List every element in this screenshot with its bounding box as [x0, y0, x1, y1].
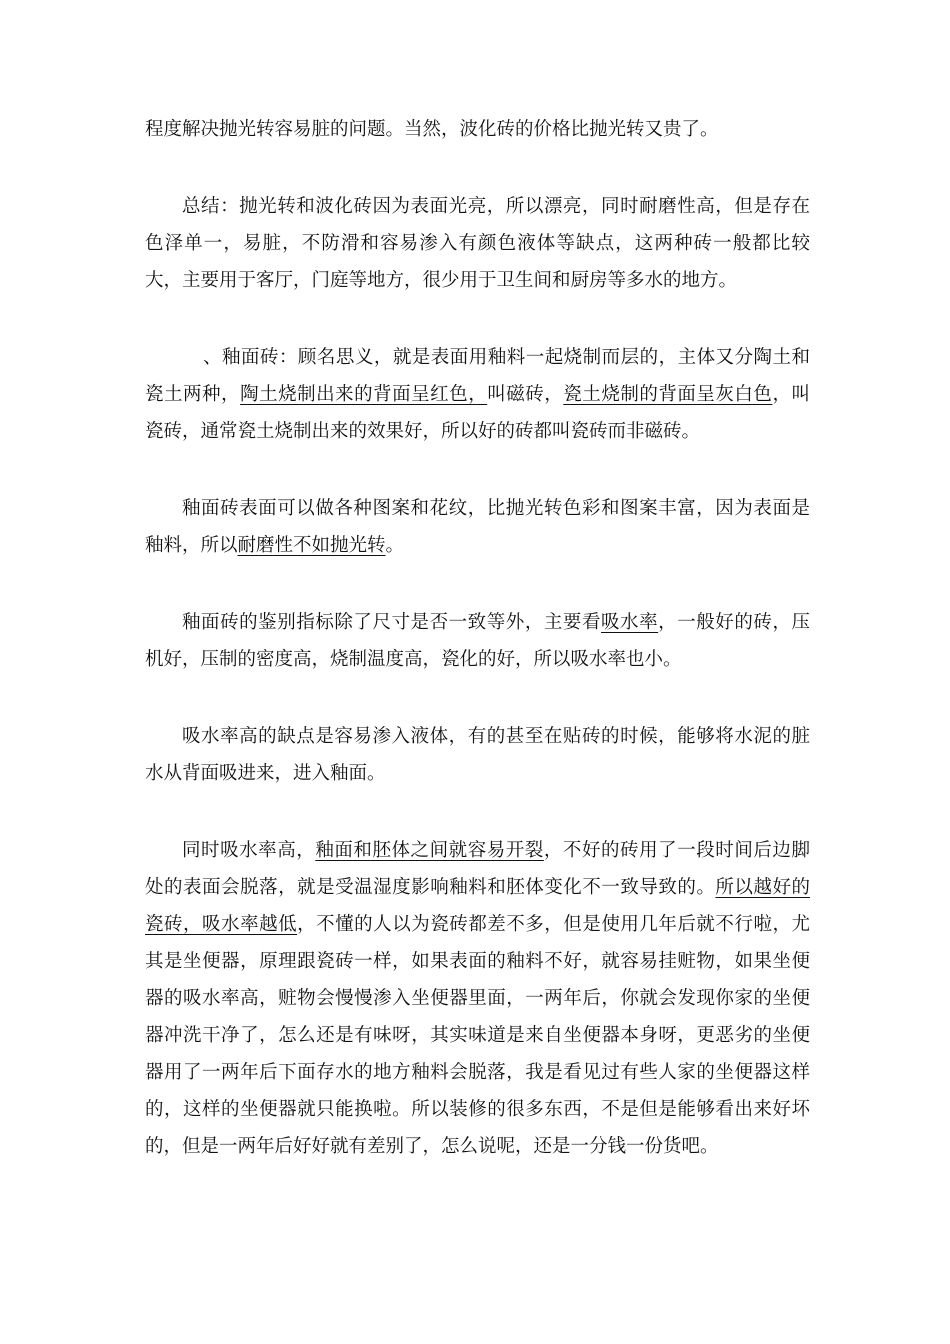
underlined-text: 陶土烧制出来的背面呈红色，	[240, 384, 488, 405]
text-segment: 釉面砖表面可以做各种图案和花纹，比抛光转色彩和图案丰富，因为表面是釉料，所以	[145, 498, 810, 556]
paragraph-gap	[145, 564, 810, 604]
underlined-text: 所以越好的瓷砖，吸水率越低	[145, 877, 810, 935]
text-segment: 。	[385, 535, 405, 556]
paragraph-glazed-tile-intro	[145, 339, 810, 450]
text-segment: 同时吸水率高，	[182, 840, 316, 861]
text-segment: 釉面砖的鉴别指标除了尺寸是否一致等外，主要看	[182, 612, 602, 633]
paragraph-glazed-surface	[145, 490, 810, 564]
text-segment: ，一般好的砖，压机好，压制的密度高，烧制温度高，瓷化的好，所以吸水率也小。	[145, 612, 810, 670]
text-segment: 程度解决抛光转容易脏的问题。当然，波化砖的价格比抛光转又贵了。	[145, 119, 719, 140]
paragraph-continuation	[145, 111, 810, 148]
paragraph-toilet-example	[145, 832, 810, 1165]
text-segment: 、釉面砖：顾名思义，就是表面用釉料一起烧制而层的，主体又分陶土和瓷土两种，	[145, 347, 810, 405]
text-segment: 总结：抛光转和波化砖因为表面光亮，所以漂亮，同时耐磨性高，但是存在色泽单一，易脏，不防滑和容易渗入有颜色液体等缺点，这两种砖一般都比较大，主要用于客厅，门庭等地方，很少用于卫生间和厨房等多水的地方。	[145, 196, 810, 291]
underlined-text: 瓷土烧制的背面呈灰白色	[563, 384, 773, 405]
text-segment: 吸水率高的缺点是容易渗入液体，有的甚至在贴砖的时候，能够将水泥的脏水从背面吸进来，进入釉面。	[145, 726, 810, 784]
paragraph-identification	[145, 604, 810, 678]
paragraph-summary	[145, 188, 810, 299]
paragraph-absorption-drawback	[145, 718, 810, 792]
paragraph-gap	[145, 450, 810, 490]
paragraph-gap	[145, 299, 810, 339]
underlined-text: 吸水率	[601, 612, 659, 633]
document-body	[145, 111, 810, 1165]
paragraph-gap	[145, 678, 810, 718]
paragraph-gap	[145, 792, 810, 832]
text-segment: 叫磁砖，	[487, 384, 564, 405]
underlined-text: 耐磨性不如抛光转	[237, 535, 386, 556]
text-segment: ，不懂的人以为瓷砖都差不多，但是使用几年后就不行啦，尤其是坐便器，原理跟瓷砖一样，如果表面的釉料不好，就容易挂赃物，如果坐便器的吸水率高，赃物会慢慢渗入坐便器里面，一两年后，你就会发现你家的坐便器冲洗干净了，怎么还是有味呀，其实味道是来自坐便器本身呀，更恶劣的坐便器用了一两年后下面存水的地方釉料会脱落，我是看见过有些人家的坐便器这样的，这样的坐便器就只能换啦。所以装修的很多东西，不是但是能够看出来好坏的，但是一两年后好好就有差别了，怎么说呢，还是一分钱一份货吧。	[145, 914, 810, 1157]
text-segment: ，叫瓷砖，通常瓷土烧制出来的效果好，所以好的砖都叫瓷砖而非磁砖。	[145, 384, 810, 442]
underlined-text: 釉面和胚体之间就容易开裂	[315, 840, 544, 861]
paragraph-gap	[145, 148, 810, 188]
text-segment: ，不好的砖用了一段时间后边脚处的表面会脱落，就是受温湿度影响釉料和胚体变化不一致导致的。	[145, 840, 810, 898]
